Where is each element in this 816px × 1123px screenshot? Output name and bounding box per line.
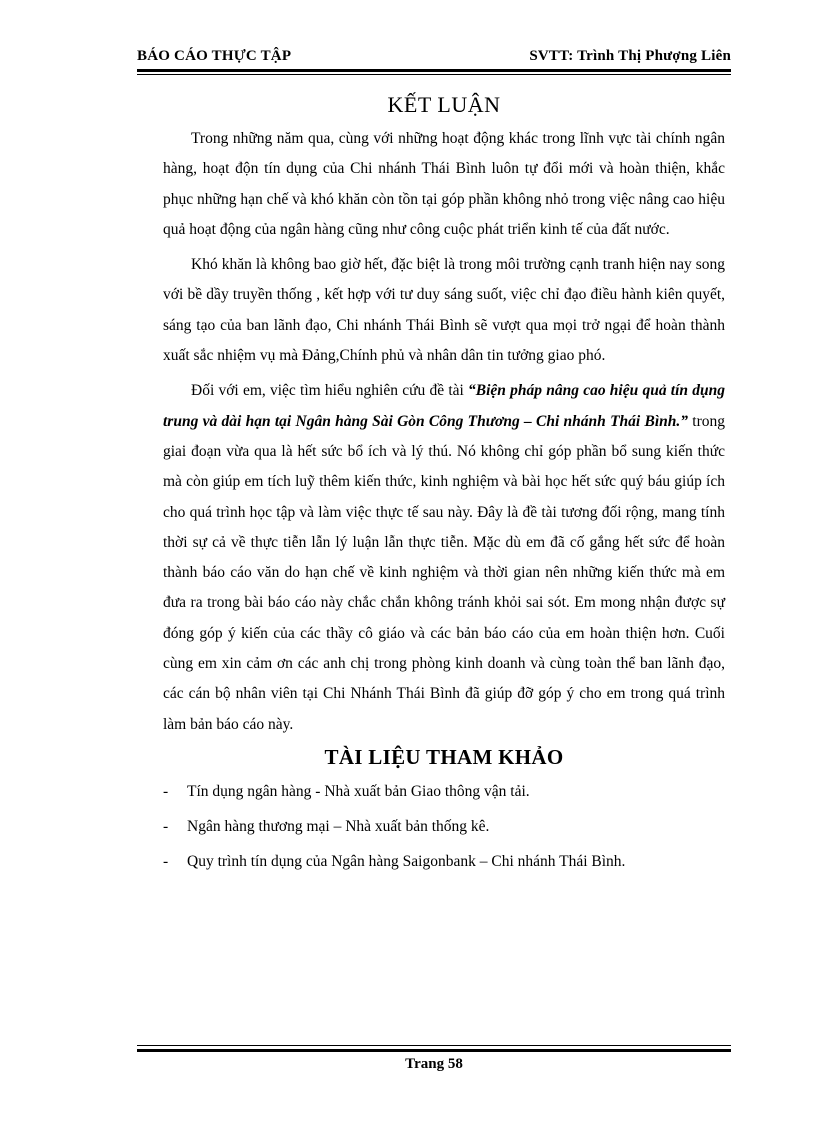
reference-item bbox=[163, 774, 725, 809]
conclusion-paragraph-1: Trong những năm qua, cùng với những hoạt động khác trong lĩnh vực tài chính ngân hàng, hoạt độn tín dụng của Chi nhánh Thái Bình luôn tự đổi mới và hoàn thiện, khắc phục những hạn chế và khó khăn còn tồn tại góp phần không nhỏ trong việc nâng cao hiệu quả hoạt động của ngân hàng cũng như công cuộc phát triển kinh tế của đất nước. bbox=[163, 130, 725, 238]
footer-rule-thick bbox=[137, 1049, 731, 1052]
page-content bbox=[163, 92, 725, 879]
references-list bbox=[163, 774, 725, 879]
references-heading: TÀI LIỆU THAM KHẢO bbox=[324, 744, 564, 769]
list-bullet: - bbox=[163, 782, 169, 800]
list-bullet: - bbox=[163, 852, 169, 870]
reference-item bbox=[163, 809, 725, 844]
header-report-title: BÁO CÁO THỰC TẬP bbox=[137, 48, 292, 64]
paragraph-3-intro: Đối với em, việc tìm hiểu nghiên cứu đề tài bbox=[191, 382, 469, 400]
header-rule-thick bbox=[137, 69, 731, 72]
reference-text: Ngân hàng thương mại – Nhà xuất bản thống kê. bbox=[187, 817, 490, 835]
page-number: Trang 58 bbox=[405, 1056, 463, 1072]
page-header bbox=[137, 48, 731, 65]
conclusion-paragraph-2: Khó khăn là không bao giờ hết, đặc biệt là trong môi trường cạnh tranh hiện nay song với bề dầy truyền thống , kết hợp với tư duy sáng suốt, việc chỉ đạo điều hành kiên quyết, sáng tạo của ban lãnh đạo, Chi nhánh Thái Bình sẽ vượt qua mọi trở ngại để hoàn thành xuất sắc nhiệm vụ mà Đảng,Chính phủ và nhân dân tin tưởng giao phó. bbox=[163, 256, 725, 365]
reference-item bbox=[163, 844, 725, 879]
list-bullet: - bbox=[163, 817, 169, 835]
reference-text: Quy trình tín dụng của Ngân hàng Saigonbank – Chi nhánh Thái Bình. bbox=[187, 852, 626, 870]
reference-text: Tín dụng ngân hàng - Nhà xuất bản Giao thông vận tải. bbox=[187, 782, 530, 800]
conclusion-paragraph-3 bbox=[163, 376, 725, 740]
conclusion-heading: KẾT LUẬN bbox=[387, 92, 501, 117]
header-student-name: SVTT: Trình Thị Phượng Liên bbox=[529, 48, 731, 64]
thesis-topic-title: “Biện pháp nâng cao hiệu quả tín dụng trung và dài hạn tại Ngân hàng Sài Gòn Công Thương – Chi nhánh Thái Bình.” bbox=[163, 382, 725, 430]
header-rule-thin bbox=[137, 74, 731, 75]
paragraph-3-body: trong giai đoạn vừa qua là hết sức bổ ích và lý thú. Nó không chỉ góp phần bổ sung kiến thức mà còn giúp em tích luỹ thêm kiến thức, kinh nghiệm và bài học hết sức quý báu giúp ích cho quá trình học tập và làm việc thực tế sau này. Đây là đề tài tương đối rộng, mang tính thời sự cả về thực tiễn lẫn lý luận lẫn thực tiễn. Mặc dù em đã cố gắng hết sức để hoàn thành báo cáo văn do hạn chế về kinh nghiệm và thời gian nên những kiến thức mà em đưa ra trong bài báo cáo này chắc chắn không tránh khỏi sai sót. Em mong nhận được sự đóng góp ý kiến của các thầy cô giáo và các bản báo cáo của em hoàn thiện hơn. Cuối cùng em xin cảm ơn các anh chị trong phòng kinh doanh và cùng toàn thể ban lãnh đạo, các cán bộ nhân viên tại Chi Nhánh Thái Bình đã giúp đỡ góp ý cho em trong quá trình làm bản báo cáo này. bbox=[163, 412, 725, 733]
footer-rule-thin bbox=[137, 1045, 731, 1046]
